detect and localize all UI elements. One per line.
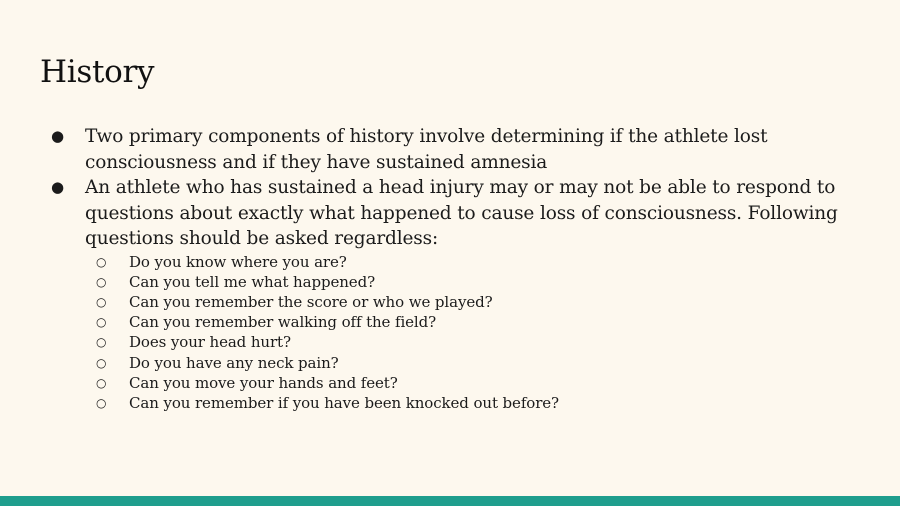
sub-bullet-glyph: ○ (96, 375, 107, 390)
sub-bullet-text: Do you have any neck pain? (129, 353, 339, 372)
sub-bullet-text: Do you know where you are? (129, 252, 347, 271)
sub-bullet-item (85, 272, 868, 292)
sub-bullet-item (85, 252, 868, 272)
sub-bullet-glyph: ○ (96, 254, 107, 269)
bullet-item (48, 175, 868, 413)
sub-bullet-glyph: ○ (96, 395, 107, 410)
sub-bullet-text: Can you move your hands and feet? (129, 373, 398, 392)
sub-bullet-text: Can you remember if you have been knocked out before? (129, 393, 559, 412)
sub-bullet-item (85, 292, 868, 312)
sub-bullet-glyph: ○ (96, 274, 107, 289)
sub-bullet-text: Can you remember walking off the field? (129, 313, 437, 332)
slide-body (48, 124, 868, 413)
sub-bullet-glyph: ○ (96, 355, 107, 370)
sub-bullet-glyph: ○ (96, 294, 107, 309)
accent-bar (0, 496, 900, 506)
sub-bullet-item (85, 393, 868, 413)
sub-bullet-text: Can you tell me what happened? (129, 272, 376, 291)
bullet-list (48, 124, 868, 413)
bullet-item (48, 124, 868, 175)
sub-bullet-item (85, 353, 868, 373)
bullet-glyph: ● (51, 127, 64, 145)
sub-bullet-item (85, 332, 868, 352)
sub-bullet-glyph: ○ (96, 335, 107, 350)
sub-bullet-text: Does your head hurt? (129, 333, 291, 352)
sub-bullet-item (85, 312, 868, 332)
sub-bullet-list (85, 252, 868, 414)
bullet-glyph: ● (51, 178, 64, 196)
slide-title: History (40, 54, 155, 90)
bullet-text: Two primary components of history involve determining if the athlete lost consciousness and if they have sustained amnesia (85, 126, 768, 173)
sub-bullet-text: Can you remember the score or who we played? (129, 292, 493, 311)
bullet-text: An athlete who has sustained a head injury may or may not be able to respond to questions about exactly what happened to cause loss of consciousness. Following questions should be asked regardless: (85, 177, 838, 249)
sub-bullet-item (85, 373, 868, 393)
sub-bullet-glyph: ○ (96, 315, 107, 330)
